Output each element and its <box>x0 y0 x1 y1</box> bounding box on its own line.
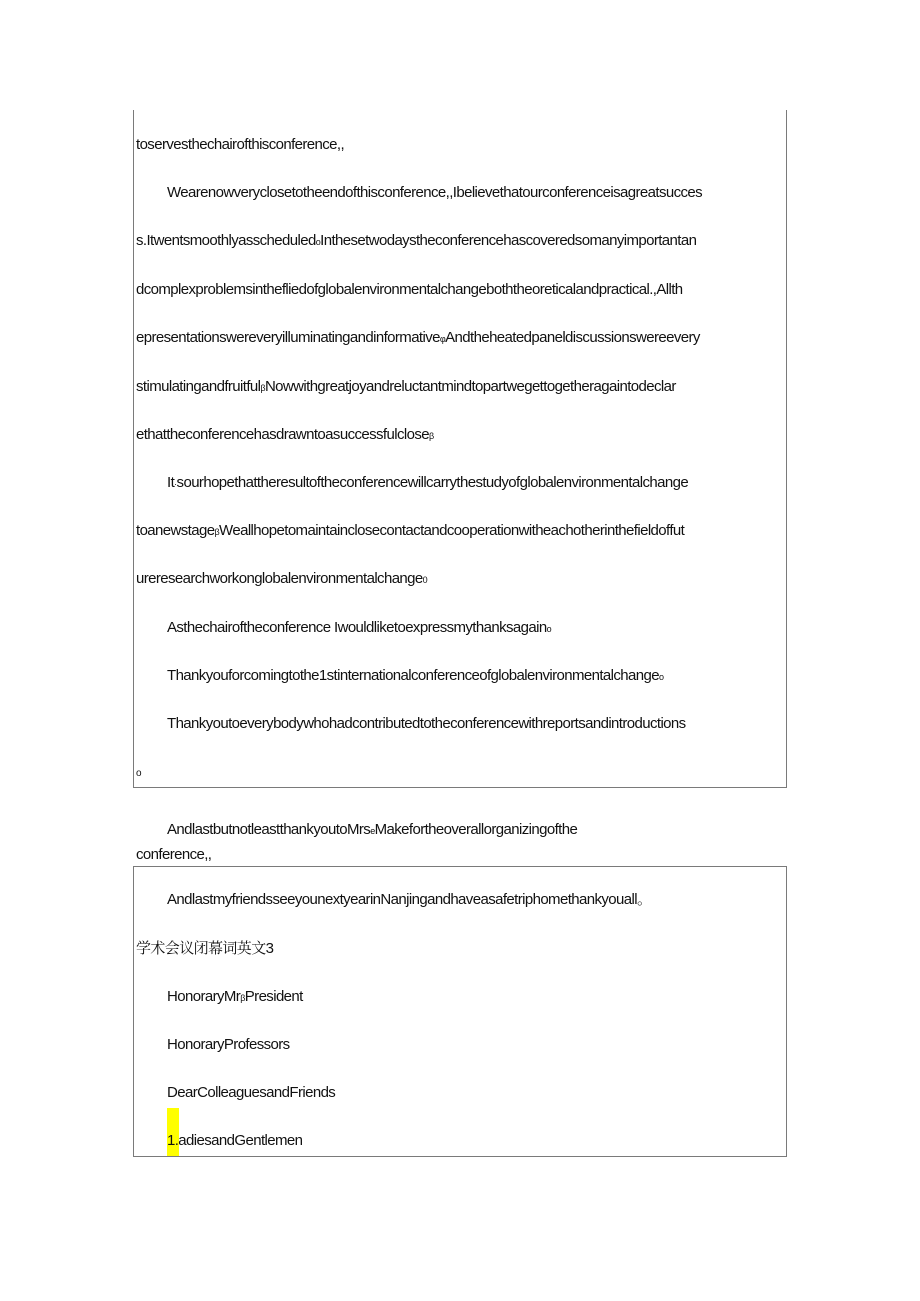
mark: o <box>659 672 664 682</box>
text-run: ureresearchworkonglobalenvironmentalchange <box>136 570 423 587</box>
text-run: ethattheconferencehasdrawntoasuccessfulclose <box>136 426 429 443</box>
text-run: epresentationswereveryilluminatingandinformative <box>136 329 440 346</box>
paragraph-line: toservesthechairofthisconference,, <box>136 136 345 153</box>
text-run: Thankyouforcomingtothe1stinternationalconferenceofglobalenvironmentalchange <box>167 667 660 684</box>
paragraph-line: o <box>136 768 141 779</box>
text-run: AndlastbutnotleastthankyoutoMrs <box>167 821 371 838</box>
salutation-line <box>167 987 303 1008</box>
salutation-line: HonoraryProfessors <box>167 1036 290 1053</box>
mark: e <box>370 826 375 836</box>
paragraph-line <box>167 618 551 639</box>
paragraph-line: Thankyoutoeverybodywhohadcontributedtotheconferencewithreportsandintroductions <box>167 715 686 732</box>
text-run: Nowwithgreatjoyandreluctantmindtopartwegettogetheragaintodeclar <box>264 378 676 395</box>
paragraph-line <box>136 328 700 349</box>
paragraph-line <box>136 569 427 590</box>
text-run: HonoraryMr <box>167 988 241 1005</box>
paragraph-line: dcomplexproblemsinthefliedofglobalenvironmentalchangeboththeoreticalandpractical.,Allth <box>136 281 683 298</box>
text-run: toanewstage <box>136 522 215 539</box>
paragraph-line <box>136 231 696 252</box>
text-run: stimulatingandfruitful <box>136 378 261 395</box>
paragraph-line <box>136 425 434 446</box>
text-run: Weallhopetomaintainclosecontactandcooperationwitheachotherinthefieldoffut <box>219 522 685 539</box>
mark: β <box>260 383 265 393</box>
text-run: Makefortheoverallorganizingofthe <box>374 821 578 838</box>
paragraph-line: conference,, <box>136 846 212 863</box>
paragraph-line <box>167 473 688 494</box>
salutation-line: 1.adiesandGentlemen <box>167 1132 303 1149</box>
paragraph-line <box>167 820 577 841</box>
mark: o <box>315 237 321 247</box>
text-run: It <box>167 474 175 491</box>
paragraph-line <box>136 377 676 398</box>
paragraph-line: Wearenowveryclosetotheendofthisconference,,Ibelievethatourconferenceisagreatsucces <box>167 184 703 201</box>
mark: β <box>428 431 434 441</box>
section-heading: 学术会议闭幕词英文3 <box>136 940 274 957</box>
mark: β <box>214 527 220 537</box>
text-run: sourhopethattheresultoftheconferencewillcarrythestudyofglobalenvironmentalchange <box>176 474 689 491</box>
text-run: Inthesetwodaystheconferencehascoveredsomanyimportantan <box>320 232 697 249</box>
text-run: Asthechairoftheconference Iwouldliketoexpressmythanksagain <box>167 619 547 636</box>
text-run: President <box>244 988 303 1005</box>
text-run: s.Itwentsmoothlyasscheduled <box>136 232 316 249</box>
mark: 0 <box>422 575 428 585</box>
paragraph-line: AndlastmyfriendsseeyounextyearinNanjingandhaveasafetriphomethankyouall。 <box>167 891 652 908</box>
paragraph-line <box>167 666 663 687</box>
text-run: Andtheheatedpaneldiscussionswereevery <box>445 329 700 346</box>
mark: φ <box>439 334 446 344</box>
mark: β <box>240 993 245 1003</box>
mark: o <box>546 624 552 634</box>
salutation-line: DearColleaguesandFriends <box>167 1084 336 1101</box>
paragraph-line <box>136 521 684 542</box>
mark: · <box>174 479 177 489</box>
